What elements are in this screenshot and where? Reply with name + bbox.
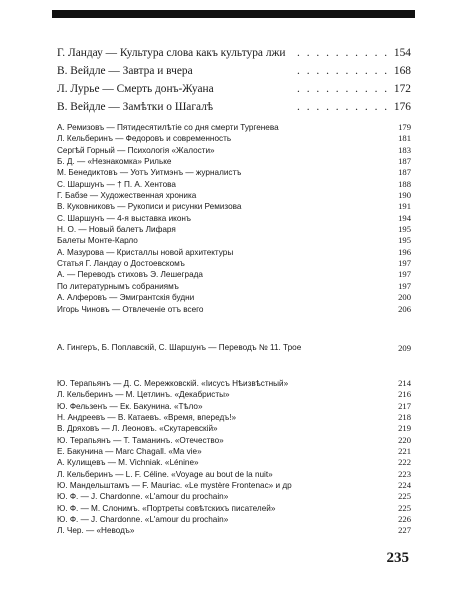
toc-entry-title: А. — Переводъ стиховъ Э. Лешеграда — [57, 270, 203, 280]
toc-entry-title: Н. О. — Новый балетъ Лифаря — [57, 225, 176, 235]
toc-entry — [57, 469, 411, 480]
toc-entry-page: 187 — [398, 167, 411, 178]
toc-entry-title: Л. Лурье — Смерть донъ-Жуана — [57, 83, 214, 95]
toc-entry-page: 221 — [398, 446, 411, 457]
toc-entry-page: 188 — [398, 178, 411, 189]
toc-leader-dots: . . . . . . . . . . — [297, 47, 390, 59]
toc-entry — [57, 167, 411, 178]
toc-leader-dots: . . . . . . . . . . — [297, 101, 390, 113]
toc-entry — [57, 179, 411, 190]
toc-entry — [57, 401, 411, 412]
toc-entry — [57, 156, 411, 167]
toc-entry-title: Л. Кельберинъ — М. Цетлинъ. «Декабристы» — [57, 390, 230, 400]
toc-entry-page: 219 — [398, 423, 411, 434]
toc-translation-section — [57, 342, 411, 354]
toc-entry-page: 191 — [398, 201, 411, 212]
toc-entry-title: А. Ремизовъ — Пятидесятилѣтiе со дня смерти Тургенева — [57, 123, 279, 132]
toc-entry — [57, 292, 411, 303]
toc-entry-title: А. Алферовъ — Эмигрантскiя будни — [57, 293, 195, 303]
toc-entry — [57, 412, 411, 423]
toc-entry — [57, 122, 411, 133]
toc-entry — [57, 62, 411, 80]
toc-entry-page: 195 — [398, 235, 411, 246]
toc-entry — [57, 44, 411, 62]
toc-entry-title: Г. Ландау — Культура слова какъ культура лжи — [57, 47, 286, 59]
toc-entry-page: 226 — [398, 514, 411, 525]
toc-entry — [57, 269, 411, 280]
toc-entry-title: Л. Кельберинъ — Федоровъ и современность — [57, 134, 232, 144]
toc-entry — [57, 224, 411, 235]
toc-entry-title: Ю. Ф. — J. Chardonne. «L'amour du prochain» — [57, 492, 229, 502]
toc-entry-page: 222 — [398, 457, 411, 468]
toc-entry-title: С. Шаршунъ — 4-я выставка иконъ — [57, 213, 192, 223]
toc-entry-title: Статья Г. Ландау о Достоевскомъ — [57, 259, 185, 269]
toc-entry — [57, 247, 411, 258]
toc-entry-page: 218 — [398, 412, 411, 423]
toc-entry-page: 223 — [398, 468, 411, 479]
toc-entry — [57, 98, 411, 116]
toc-entry-title: В. Куковниковъ — Рукописи и рисунки Ремизова — [57, 202, 242, 212]
toc-entry-title: Сергѣй Горный — Психологiя «Жалости» — [57, 145, 215, 155]
toc-entry-page: 214 — [398, 378, 411, 388]
toc-entry-title: А. Мазурова — Кристаллы новой архитектуры — [57, 247, 234, 257]
toc-entry-page: 183 — [398, 144, 411, 155]
toc-entry — [57, 133, 411, 144]
top-rule — [52, 10, 415, 18]
toc-entry-title: Г. Бабзе — Художественная хроника — [57, 191, 197, 201]
toc-entry-page: 206 — [398, 303, 411, 314]
toc-entry-page: 217 — [398, 400, 411, 411]
toc-entry-page: 172 — [393, 83, 411, 95]
toc-leader-dots: . . . . . . . . . . — [297, 83, 390, 95]
toc-entry — [57, 80, 411, 98]
toc-entry — [57, 190, 411, 201]
toc-entry-page: 220 — [398, 434, 411, 445]
toc-entry-page: 225 — [398, 502, 411, 513]
toc-entry-page: 190 — [398, 190, 411, 201]
toc-entry-page: 195 — [398, 224, 411, 235]
toc-entry-page: 194 — [398, 212, 411, 223]
toc-entry-title: В. Вейдле — Завтра и вчера — [57, 65, 193, 77]
toc-entry-title: Б. Д. — «Незнакомка» Рильке — [57, 157, 172, 167]
toc-entry — [57, 378, 411, 389]
toc-entry-page: 168 — [393, 65, 411, 77]
toc-entry-page: 179 — [398, 122, 411, 132]
toc-entry-title: Ю. Терапьянъ — Т. Таманинъ. «Отечество» — [57, 435, 224, 445]
toc-major-section — [57, 44, 411, 116]
toc-entry-page: 209 — [398, 343, 411, 353]
toc-entry-title: Л. Кельберинъ — L. F. Céline. «Voyage au bout de la nuit» — [57, 469, 273, 479]
toc-entry — [57, 258, 411, 269]
toc-entry-title: В. Дряховъ — Л. Леоновъ. «Скутаревскiй» — [57, 424, 218, 434]
toc-entry-page: 197 — [398, 258, 411, 269]
toc-entry — [57, 213, 411, 224]
toc-entry-title: Игорь Чиновъ — Отвлеченiе отъ всего — [57, 304, 204, 314]
toc-reviews-section — [57, 378, 411, 537]
toc-entry-title: А. Гингеръ, Б. Поплавскiй, С. Шаршунъ — Переводъ № 11. Трое — [57, 343, 302, 352]
toc-entry-title: А. Кулищевъ — M. Vichniak. «Lénine» — [57, 458, 199, 468]
toc-entry — [57, 480, 411, 491]
toc-entry-title: По литературнымъ собраниямъ — [57, 281, 179, 291]
toc-entry-title: Ю. Ф. — М. Слонимъ. «Портреты совѣтскихъ писателей» — [57, 503, 276, 513]
toc-entry-page: 176 — [393, 101, 411, 113]
page-number: 235 — [386, 550, 409, 566]
toc-entry-title: Ю. Мандельштамъ — F. Mauriac. «Le mystère Frontenac» и др — [57, 481, 292, 491]
toc-entry-page: 216 — [398, 389, 411, 400]
toc-entry-page: 200 — [398, 292, 411, 303]
toc-entry — [57, 145, 411, 156]
toc-entry — [57, 304, 411, 315]
toc-entry-title: Ю. Фельзенъ — Ек. Бакунина. «Тѣло» — [57, 401, 203, 411]
toc-entry-page: 187 — [398, 156, 411, 167]
toc-entry — [57, 281, 411, 292]
toc-entry — [57, 201, 411, 212]
toc-entry — [57, 525, 411, 536]
toc-entry — [57, 235, 411, 246]
toc-entry-title: Ю. Ф. — J. Chardonne. «L'amour du prochain» — [57, 515, 229, 525]
toc-entry-title: Балеты Монте-Карло — [57, 236, 138, 246]
toc-entry-page: 227 — [398, 525, 411, 536]
toc-entry-page: 196 — [398, 246, 411, 257]
toc-entry — [57, 389, 411, 400]
toc-entry-title: Н. Андреевъ — В. Катаевъ. «Время, впередъ!» — [57, 413, 237, 423]
toc-entry-page: 224 — [398, 480, 411, 491]
toc-entry-page: 181 — [398, 133, 411, 144]
toc-entry-title: В. Вейдле — Замѣтки о Шагалѣ — [57, 101, 214, 113]
toc-entry — [57, 503, 411, 514]
toc-entry-title: С. Шаршунъ — † П. А. Хентова — [57, 179, 176, 189]
toc-entry-title: Л. Чер. — «Неводъ» — [57, 526, 135, 536]
toc-entry-title: Е. Бакунина — Marc Chagall. «Ma vie» — [57, 447, 202, 457]
toc-chronicle-section — [57, 122, 411, 315]
toc-entry — [57, 446, 411, 457]
toc-entry — [57, 491, 411, 502]
toc-entry-page: 197 — [398, 280, 411, 291]
toc-entry-page: 197 — [398, 269, 411, 280]
toc-entry — [57, 435, 411, 446]
toc-entry-page: 225 — [398, 491, 411, 502]
toc-entry — [57, 342, 411, 354]
toc-entry — [57, 514, 411, 525]
toc-entry — [57, 423, 411, 434]
toc-entry — [57, 457, 411, 468]
toc-entry-title: М. Бенедиктовъ — Уотъ Уитмэнъ — журналистъ — [57, 168, 242, 178]
toc-leader-dots: . . . . . . . . . . — [297, 65, 390, 77]
toc-entry-page: 154 — [393, 47, 411, 59]
toc-entry-title: Ю. Терапьянъ — Д. С. Мережковскiй. «Iисусъ Нѣизвѣстный» — [57, 379, 289, 388]
